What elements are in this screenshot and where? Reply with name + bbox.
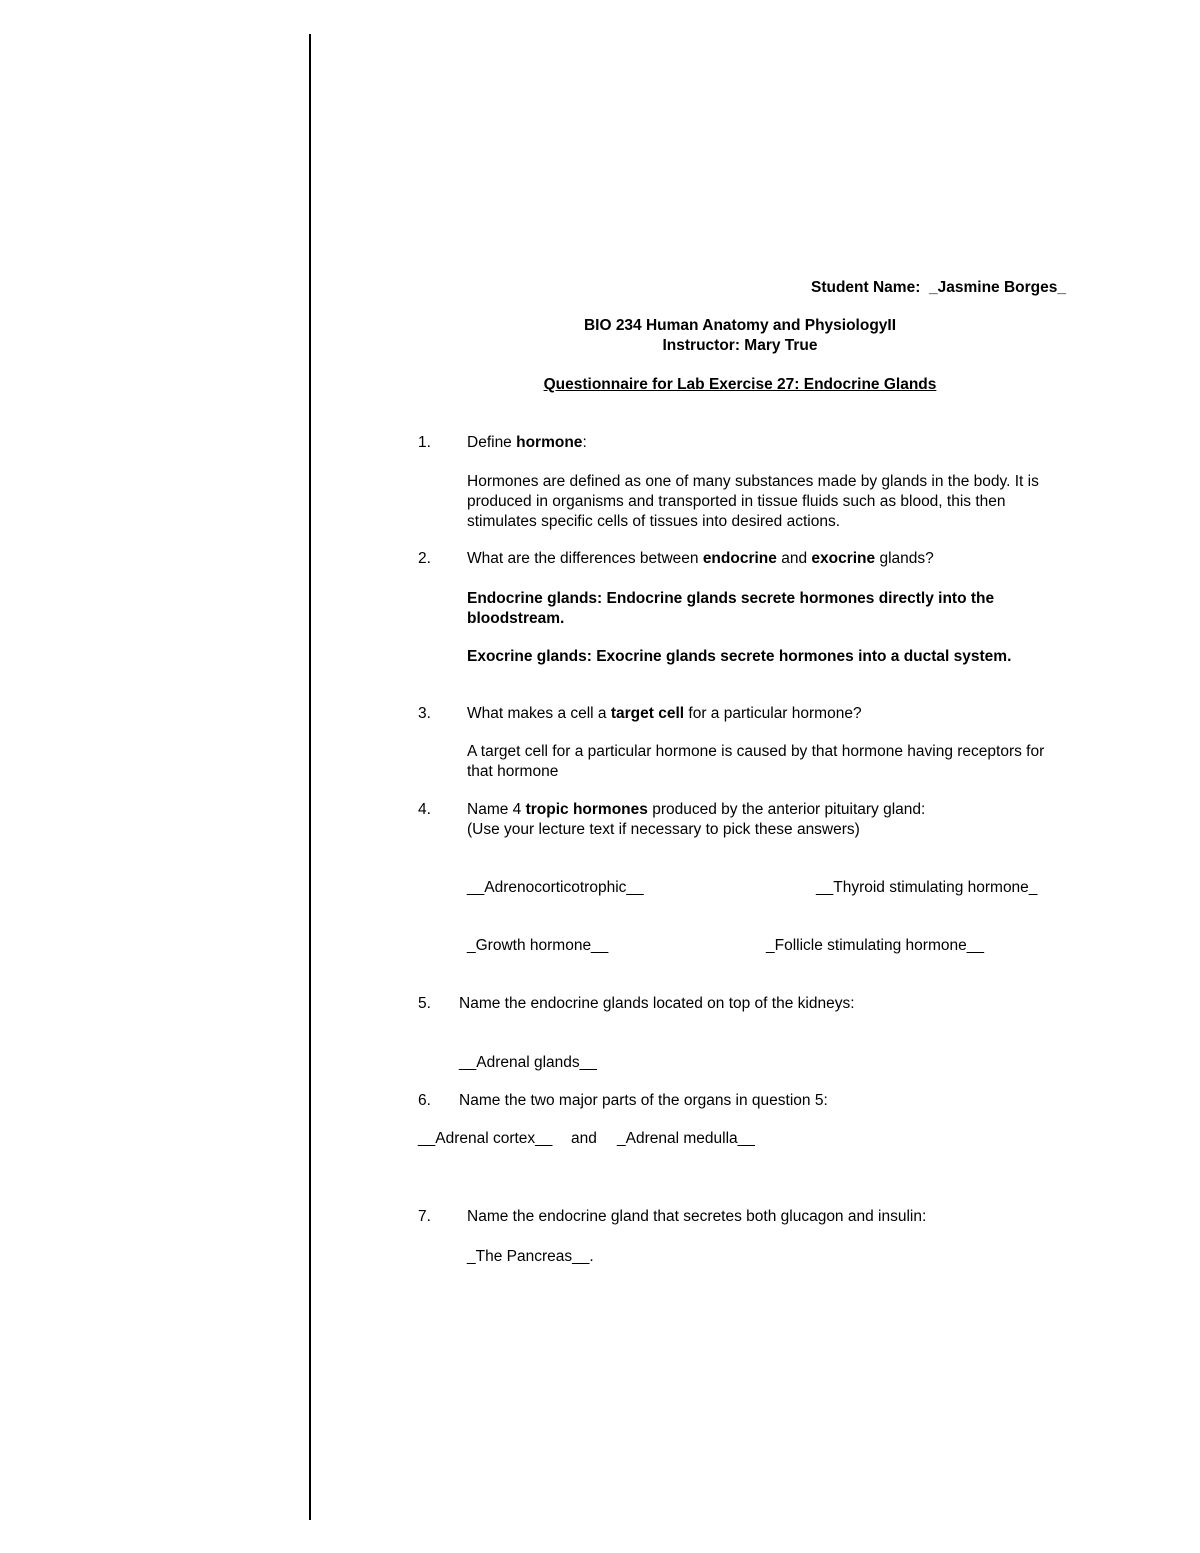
student-name-label: Student Name: (811, 279, 921, 296)
q1-prefix: Define (467, 434, 517, 451)
q2-prefix: What are the differences between (467, 550, 703, 567)
q2-middle: and (776, 550, 812, 567)
q3-prefix: What makes a cell a (467, 705, 611, 722)
q2-number: 2. (418, 550, 431, 567)
student-name-line (811, 278, 1066, 298)
q4-number: 4. (418, 801, 431, 818)
q4-suffix: produced by the anterior pituitary gland: (647, 801, 926, 818)
q6-answer-2: _Adrenal medulla__ (617, 1130, 755, 1147)
q6-number: 6. (418, 1092, 431, 1109)
q1-question (467, 433, 587, 453)
q5-number: 5. (418, 995, 431, 1012)
q4-answer-4: _Follicle stimulating hormone__ (766, 937, 984, 954)
q2-term-exocrine: exocrine (811, 550, 876, 567)
q6-question: Name the two major parts of the organs in question 5: (459, 1092, 828, 1109)
q3-answer: A target cell for a particular hormone is caused by that hormone having receptors for that hormone (467, 743, 1045, 780)
q6-answer-1: __Adrenal cortex__ (418, 1130, 553, 1147)
q1-number: 1. (418, 434, 431, 451)
q4-note: (Use your lecture text if necessary to pick these answers) (467, 821, 860, 838)
q4-answer-2: __Thyroid stimulating hormone_ (816, 879, 1038, 896)
q1-suffix: : (582, 434, 587, 451)
q2-question (467, 549, 934, 569)
q3-number: 3. (418, 705, 431, 722)
course-title: BIO 234 Human Anatomy and PhysiologyII (583, 317, 897, 334)
instructor-line: Instructor: Mary True (662, 337, 818, 354)
margin-rule (309, 34, 311, 1520)
q3-suffix: for a particular hormone? (684, 705, 862, 722)
q7-question: Name the endocrine gland that secretes both glucagon and insulin: (467, 1208, 927, 1225)
q7-answer: _The Pancreas__. (467, 1248, 594, 1265)
q4-term: tropic hormones (525, 801, 648, 818)
q4-question (467, 800, 925, 820)
q4-answer-1: __Adrenocorticotrophic__ (467, 879, 644, 896)
q2-answer-endocrine: Endocrine glands: Endocrine glands secrete hormones directly into the bloodstream. (467, 590, 995, 627)
page-title: Questionnaire for Lab Exercise 27: Endocrine Glands (543, 376, 937, 393)
q4-answer-3: _Growth hormone__ (467, 937, 609, 954)
q2-term-endocrine: endocrine (702, 550, 777, 567)
q2-answer-exocrine: Exocrine glands: Exocrine glands secrete hormones into a ductal system. (467, 648, 1012, 665)
q1-term: hormone (516, 434, 583, 451)
q6-and: and (571, 1130, 597, 1147)
q5-question: Name the endocrine glands located on top of the kidneys: (459, 995, 855, 1012)
q7-number: 7. (418, 1208, 431, 1225)
q2-suffix: glands? (875, 550, 934, 567)
q3-question (467, 704, 862, 724)
q5-answer: __Adrenal glands__ (459, 1054, 597, 1071)
q4-prefix: Name 4 (467, 801, 526, 818)
student-name-value: _Jasmine Borges_ (929, 279, 1066, 296)
q1-answer: Hormones are defined as one of many substances made by glands in the body. It is produced in organisms and transported in tissue fluids such as blood, this then stimulates specific cells of tissues into desired actions. (467, 473, 1039, 530)
q3-term: target cell (610, 705, 685, 722)
